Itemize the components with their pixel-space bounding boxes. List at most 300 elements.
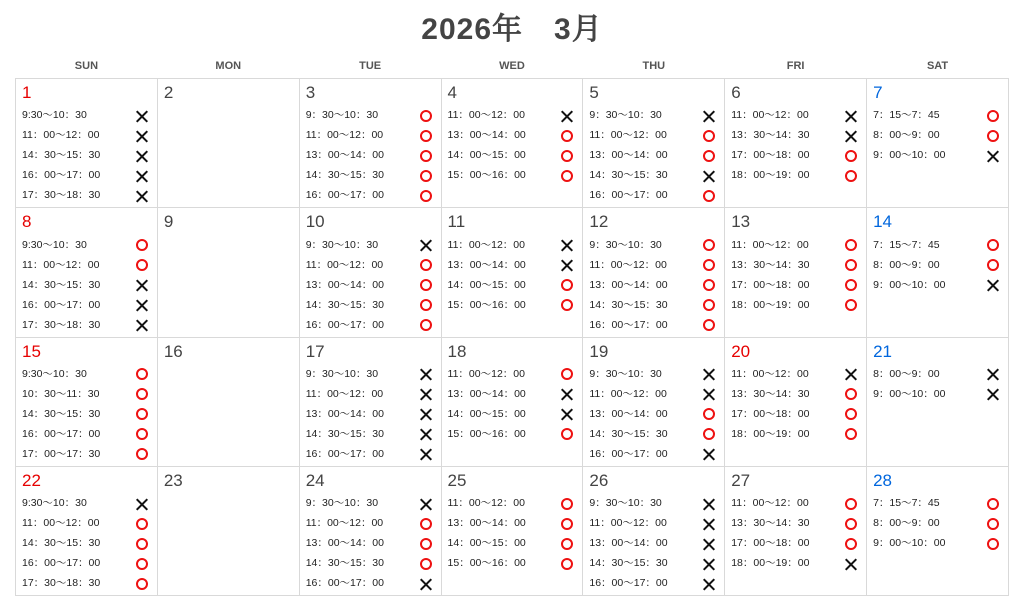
time-slot-row[interactable] (306, 235, 436, 255)
time-slot-row[interactable] (589, 404, 719, 424)
availability-circle-icon[interactable] (416, 315, 436, 335)
calendar-day-cell[interactable] (441, 79, 583, 208)
circle-icon (703, 190, 715, 202)
availability-circle-icon[interactable] (983, 235, 1003, 255)
circle-icon (136, 239, 148, 251)
availability-circle-icon[interactable] (699, 424, 719, 444)
calendar-day-cell[interactable] (441, 466, 583, 595)
availability-cross-icon[interactable] (416, 384, 436, 404)
cross-icon (135, 497, 149, 511)
time-slot-row[interactable] (22, 553, 152, 573)
time-slot-label: 11：00〜12：00 (447, 367, 525, 380)
availability-circle-icon[interactable] (983, 493, 1003, 513)
circle-icon (845, 170, 857, 182)
availability-circle-icon[interactable] (557, 424, 577, 444)
availability-cross-icon[interactable] (132, 145, 152, 165)
time-slot-row[interactable] (731, 553, 861, 573)
availability-cross-icon[interactable] (132, 275, 152, 295)
time-slot-row[interactable] (589, 364, 719, 384)
availability-circle-icon[interactable] (132, 235, 152, 255)
time-slot-list (873, 364, 1003, 404)
time-slot-row[interactable] (448, 145, 578, 165)
time-slot-row[interactable] (306, 165, 436, 185)
time-slot-row[interactable] (731, 145, 861, 165)
time-slot-row[interactable] (22, 185, 152, 205)
time-slot-label: 13：00〜14：00 (447, 387, 526, 400)
availability-cross-icon[interactable] (132, 295, 152, 315)
calendar-day-cell[interactable] (867, 337, 1009, 466)
circle-icon (420, 190, 432, 202)
time-slot-row[interactable] (589, 295, 719, 315)
availability-cross-icon[interactable] (132, 105, 152, 125)
circle-icon (987, 130, 999, 142)
availability-circle-icon[interactable] (699, 145, 719, 165)
circle-icon (420, 150, 432, 162)
time-slot-row[interactable] (873, 255, 1003, 275)
availability-circle-icon[interactable] (699, 275, 719, 295)
cross-icon (419, 427, 433, 441)
calendar-day-cell[interactable] (16, 208, 158, 337)
time-slot-row[interactable] (306, 384, 436, 404)
availability-circle-icon[interactable] (841, 235, 861, 255)
time-slot-label: 11：00〜12：00 (589, 517, 667, 529)
time-slot-row[interactable] (873, 384, 1003, 404)
time-slot-row[interactable] (306, 105, 436, 125)
time-slot-label: 9：00〜10：00 (873, 537, 946, 549)
time-slot-row[interactable] (22, 384, 152, 404)
time-slot-row[interactable] (306, 493, 436, 513)
calendar-day-cell[interactable] (725, 337, 867, 466)
time-slot-row[interactable] (731, 533, 861, 553)
time-slot-row[interactable] (589, 235, 719, 255)
time-slot-label: 11：00〜12：00 (305, 517, 384, 529)
availability-circle-icon[interactable] (416, 165, 436, 185)
calendar-day-cell[interactable] (299, 337, 441, 466)
time-slot-row[interactable] (731, 255, 861, 275)
availability-circle-icon[interactable] (983, 513, 1003, 533)
circle-icon (703, 150, 715, 162)
time-slot-label: 13：00〜14：00 (447, 517, 526, 529)
time-slot-row[interactable] (873, 364, 1003, 384)
time-slot-label: 14：30〜15：30 (22, 407, 101, 420)
time-slot-row[interactable] (22, 493, 152, 513)
availability-cross-icon[interactable] (416, 424, 436, 444)
availability-circle-icon[interactable] (841, 493, 861, 513)
circle-icon (420, 538, 432, 550)
day-number: 28 (873, 470, 892, 490)
availability-cross-icon[interactable] (699, 165, 719, 185)
availability-circle-icon[interactable] (699, 315, 719, 335)
availability-circle-icon[interactable] (132, 364, 152, 384)
availability-cross-icon[interactable] (841, 125, 861, 145)
time-slot-row[interactable] (22, 444, 152, 464)
circle-icon (845, 299, 857, 311)
calendar-day-cell[interactable] (299, 79, 441, 208)
availability-circle-icon[interactable] (132, 255, 152, 275)
time-slot-row[interactable] (589, 444, 719, 464)
availability-cross-icon[interactable] (983, 364, 1003, 384)
availability-cross-icon[interactable] (699, 533, 719, 553)
availability-circle-icon[interactable] (557, 295, 577, 315)
time-slot-row[interactable] (731, 364, 861, 384)
availability-circle-icon[interactable] (132, 384, 152, 404)
circle-icon (561, 518, 573, 530)
availability-circle-icon[interactable] (557, 533, 577, 553)
time-slot-row[interactable] (448, 165, 578, 185)
availability-cross-icon[interactable] (699, 553, 719, 573)
availability-circle-icon[interactable] (841, 145, 861, 165)
time-slot-label: 8：00〜9：00 (873, 129, 940, 142)
calendar-day-cell[interactable] (157, 337, 299, 466)
time-slot-row[interactable] (22, 533, 152, 553)
availability-cross-icon[interactable] (416, 404, 436, 424)
availability-cross-icon[interactable] (416, 364, 436, 384)
calendar-day-cell[interactable] (299, 466, 441, 595)
calendar-body (16, 79, 1009, 596)
time-slot-row[interactable] (22, 424, 152, 444)
circle-icon (703, 239, 715, 251)
availability-circle-icon[interactable] (699, 235, 719, 255)
availability-cross-icon[interactable] (557, 235, 577, 255)
time-slot-row[interactable] (306, 295, 436, 315)
availability-circle-icon[interactable] (841, 295, 861, 315)
time-slot-label: 14：30〜15：30 (305, 169, 384, 182)
availability-cross-icon[interactable] (416, 444, 436, 464)
calendar-day-cell[interactable] (725, 208, 867, 337)
availability-cross-icon[interactable] (132, 125, 152, 145)
availability-cross-icon[interactable] (416, 235, 436, 255)
time-slot-row[interactable] (589, 384, 719, 404)
time-slot-row[interactable] (731, 275, 861, 295)
availability-cross-icon[interactable] (699, 573, 719, 593)
time-slot-row[interactable] (589, 553, 719, 573)
time-slot-label: 15：00〜16：00 (447, 427, 526, 440)
time-slot-row[interactable] (306, 364, 436, 384)
availability-cross-icon[interactable] (557, 384, 577, 404)
availability-cross-icon[interactable] (132, 493, 152, 513)
time-slot-row[interactable] (589, 424, 719, 444)
time-slot-row[interactable] (22, 145, 152, 165)
time-slot-row[interactable] (22, 295, 152, 315)
calendar-day-cell[interactable] (725, 466, 867, 595)
time-slot-row[interactable] (448, 364, 578, 384)
day-number: 23 (163, 470, 183, 490)
availability-circle-icon[interactable] (983, 255, 1003, 275)
time-slot-row[interactable] (448, 424, 578, 444)
availability-circle-icon[interactable] (841, 533, 861, 553)
calendar-day-cell[interactable] (157, 79, 299, 208)
time-slot-row[interactable] (22, 235, 152, 255)
time-slot-row[interactable] (589, 315, 719, 335)
availability-circle-icon[interactable] (983, 105, 1003, 125)
time-slot-row[interactable] (873, 275, 1003, 295)
calendar-day-cell[interactable] (157, 208, 299, 337)
time-slot-row[interactable] (589, 125, 719, 145)
availability-circle-icon[interactable] (416, 185, 436, 205)
time-slot-list (731, 105, 861, 185)
availability-circle-icon[interactable] (841, 275, 861, 295)
time-slot-row[interactable] (731, 165, 861, 185)
time-slot-row[interactable] (731, 424, 861, 444)
time-slot-row[interactable] (22, 404, 152, 424)
availability-circle-icon[interactable] (557, 275, 577, 295)
time-slot-row[interactable] (589, 275, 719, 295)
time-slot-list (448, 235, 578, 315)
time-slot-row[interactable] (306, 424, 436, 444)
time-slot-label: 17：00〜18：00 (731, 407, 810, 420)
availability-circle-icon[interactable] (699, 404, 719, 424)
day-number: 3 (305, 83, 316, 102)
calendar-day-cell[interactable] (441, 208, 583, 337)
time-slot-row[interactable] (22, 275, 152, 295)
time-slot-row[interactable] (22, 513, 152, 533)
time-slot-row[interactable] (306, 125, 436, 145)
time-slot-row[interactable] (873, 493, 1003, 513)
availability-circle-icon[interactable] (416, 105, 436, 125)
circle-icon (845, 388, 857, 400)
calendar-day-cell[interactable] (867, 79, 1009, 208)
time-slot-list (589, 105, 719, 205)
time-slot-row[interactable] (731, 295, 861, 315)
availability-circle-icon[interactable] (132, 513, 152, 533)
time-slot-row[interactable] (873, 513, 1003, 533)
calendar-day-cell[interactable] (725, 79, 867, 208)
time-slot-row[interactable] (589, 493, 719, 513)
time-slot-row[interactable] (731, 235, 861, 255)
availability-cross-icon[interactable] (699, 384, 719, 404)
time-slot-row[interactable] (589, 255, 719, 275)
circle-icon (420, 558, 432, 570)
time-slot-label: 16：00〜17：00 (305, 318, 384, 331)
day-number: 26 (589, 470, 609, 490)
time-slot-row[interactable] (448, 384, 578, 404)
availability-circle-icon[interactable] (557, 513, 577, 533)
time-slot-row[interactable] (448, 553, 578, 573)
availability-cross-icon[interactable] (699, 364, 719, 384)
availability-circle-icon[interactable] (416, 145, 436, 165)
availability-cross-icon[interactable] (983, 384, 1003, 404)
time-slot-row[interactable] (306, 553, 436, 573)
time-slot-row[interactable] (589, 513, 719, 533)
calendar-day-cell[interactable] (441, 337, 583, 466)
availability-circle-icon[interactable] (557, 145, 577, 165)
availability-circle-icon[interactable] (841, 165, 861, 185)
cross-icon (702, 517, 716, 531)
time-slot-row[interactable] (306, 275, 436, 295)
availability-circle-icon[interactable] (699, 255, 719, 275)
time-slot-row[interactable] (448, 255, 578, 275)
time-slot-row[interactable] (22, 255, 152, 275)
availability-circle-icon[interactable] (983, 125, 1003, 145)
calendar-day-cell[interactable] (583, 208, 725, 337)
time-slot-label: 11：00〜12：00 (589, 258, 667, 271)
availability-cross-icon[interactable] (699, 444, 719, 464)
cross-icon (702, 537, 716, 551)
calendar-day-cell[interactable] (16, 337, 158, 466)
day-number: 5 (589, 83, 599, 102)
calendar-day-cell[interactable] (16, 466, 158, 595)
time-slot-label: 7：15〜7：45 (873, 109, 940, 122)
time-slot-row[interactable] (22, 573, 152, 593)
circle-icon (561, 150, 573, 162)
time-slot-row[interactable] (731, 404, 861, 424)
time-slot-label: 16：00〜17：00 (589, 577, 668, 589)
time-slot-row[interactable] (22, 364, 152, 384)
availability-circle-icon[interactable] (132, 404, 152, 424)
time-slot-row[interactable] (306, 255, 436, 275)
availability-cross-icon[interactable] (983, 275, 1003, 295)
availability-cross-icon[interactable] (699, 105, 719, 125)
availability-circle-icon[interactable] (557, 364, 577, 384)
time-slot-row[interactable] (448, 275, 578, 295)
time-slot-label: 16：00〜17：00 (22, 427, 101, 440)
availability-cross-icon[interactable] (416, 573, 436, 593)
availability-cross-icon[interactable] (699, 493, 719, 513)
availability-cross-icon[interactable] (841, 364, 861, 384)
time-slot-row[interactable] (448, 493, 578, 513)
availability-circle-icon[interactable] (416, 255, 436, 275)
availability-circle-icon[interactable] (841, 255, 861, 275)
availability-cross-icon[interactable] (841, 553, 861, 573)
circle-icon (561, 279, 573, 291)
availability-circle-icon[interactable] (557, 125, 577, 145)
time-slot-row[interactable] (448, 125, 578, 145)
availability-circle-icon[interactable] (699, 125, 719, 145)
availability-circle-icon[interactable] (557, 553, 577, 573)
time-slot-row[interactable] (448, 513, 578, 533)
calendar-day-cell[interactable] (867, 466, 1009, 595)
time-slot-row[interactable] (22, 125, 152, 145)
time-slot-row[interactable] (873, 145, 1003, 165)
time-slot-row[interactable] (306, 145, 436, 165)
time-slot-row[interactable] (448, 235, 578, 255)
availability-cross-icon[interactable] (699, 513, 719, 533)
availability-circle-icon[interactable] (416, 553, 436, 573)
time-slot-row[interactable] (589, 145, 719, 165)
calendar-day-cell[interactable] (299, 208, 441, 337)
time-slot-row[interactable] (589, 185, 719, 205)
time-slot-row[interactable] (589, 165, 719, 185)
calendar-day-cell[interactable] (16, 79, 158, 208)
availability-circle-icon[interactable] (132, 573, 152, 593)
availability-circle-icon[interactable] (416, 513, 436, 533)
availability-circle-icon[interactable] (132, 533, 152, 553)
weekday-header-sat: SAT (926, 60, 949, 72)
availability-circle-icon[interactable] (841, 404, 861, 424)
time-slot-row[interactable] (589, 105, 719, 125)
time-slot-row[interactable] (873, 235, 1003, 255)
availability-cross-icon[interactable] (557, 105, 577, 125)
time-slot-label: 14：00〜15：00 (447, 149, 526, 162)
time-slot-row[interactable] (306, 185, 436, 205)
time-slot-row[interactable] (448, 295, 578, 315)
availability-circle-icon[interactable] (416, 125, 436, 145)
availability-circle-icon[interactable] (841, 384, 861, 404)
calendar-day-cell[interactable] (583, 79, 725, 208)
time-slot-label: 11：00〜12：00 (731, 367, 809, 380)
availability-cross-icon[interactable] (416, 493, 436, 513)
time-slot-label: 9：30〜10：30 (589, 109, 662, 122)
time-slot-row[interactable] (731, 105, 861, 125)
availability-circle-icon[interactable] (699, 295, 719, 315)
calendar-day-cell[interactable] (867, 208, 1009, 337)
availability-circle-icon[interactable] (557, 493, 577, 513)
time-slot-label: 9：30〜10：30 (305, 367, 379, 380)
time-slot-row[interactable] (22, 165, 152, 185)
cross-icon (419, 238, 433, 252)
time-slot-row[interactable] (873, 125, 1003, 145)
time-slot-row[interactable] (589, 533, 719, 553)
availability-circle-icon[interactable] (841, 424, 861, 444)
time-slot-row[interactable] (873, 105, 1003, 125)
time-slot-list (306, 235, 436, 335)
availability-cross-icon[interactable] (983, 145, 1003, 165)
day-number: 2 (163, 83, 174, 102)
cross-icon (986, 278, 1000, 292)
availability-cross-icon[interactable] (557, 255, 577, 275)
time-slot-row[interactable] (448, 404, 578, 424)
availability-circle-icon[interactable] (416, 275, 436, 295)
cross-icon (135, 298, 149, 312)
calendar-day-cell[interactable] (583, 466, 725, 595)
calendar-day-cell[interactable] (157, 466, 299, 595)
time-slot-row[interactable] (306, 444, 436, 464)
time-slot-row[interactable] (731, 513, 861, 533)
time-slot-row[interactable] (22, 315, 152, 335)
time-slot-row[interactable] (731, 493, 861, 513)
availability-cross-icon[interactable] (132, 185, 152, 205)
day-number: 20 (731, 341, 751, 361)
cross-icon (702, 557, 716, 571)
time-slot-label: 15：00〜16：00 (447, 557, 526, 569)
availability-cross-icon[interactable] (557, 404, 577, 424)
availability-cross-icon[interactable] (841, 105, 861, 125)
time-slot-row[interactable] (731, 125, 861, 145)
time-slot-row[interactable] (731, 384, 861, 404)
availability-cross-icon[interactable] (132, 315, 152, 335)
time-slot-row[interactable] (448, 105, 578, 125)
circle-icon (420, 518, 432, 530)
calendar-day-cell[interactable] (583, 337, 725, 466)
time-slot-row[interactable] (448, 533, 578, 553)
availability-circle-icon[interactable] (132, 444, 152, 464)
availability-circle-icon[interactable] (841, 513, 861, 533)
time-slot-row[interactable] (22, 105, 152, 125)
time-slot-row[interactable] (873, 533, 1003, 553)
time-slot-row[interactable] (306, 533, 436, 553)
time-slot-row[interactable] (589, 573, 719, 593)
availability-circle-icon[interactable] (557, 165, 577, 185)
availability-circle-icon[interactable] (699, 185, 719, 205)
time-slot-row[interactable] (306, 315, 436, 335)
cross-icon (135, 149, 149, 163)
availability-circle-icon[interactable] (983, 533, 1003, 553)
availability-circle-icon[interactable] (132, 424, 152, 444)
day-number: 21 (873, 341, 892, 361)
time-slot-list (873, 235, 1003, 295)
time-slot-row[interactable] (306, 513, 436, 533)
time-slot-row[interactable] (306, 404, 436, 424)
day-number: 16 (163, 341, 183, 361)
availability-circle-icon[interactable] (416, 295, 436, 315)
availability-cross-icon[interactable] (132, 165, 152, 185)
time-slot-row[interactable] (306, 573, 436, 593)
time-slot-label: 17：00〜18：00 (731, 149, 810, 162)
cross-icon (986, 149, 1000, 163)
availability-circle-icon[interactable] (132, 553, 152, 573)
cross-icon (560, 407, 574, 421)
availability-circle-icon[interactable] (416, 533, 436, 553)
